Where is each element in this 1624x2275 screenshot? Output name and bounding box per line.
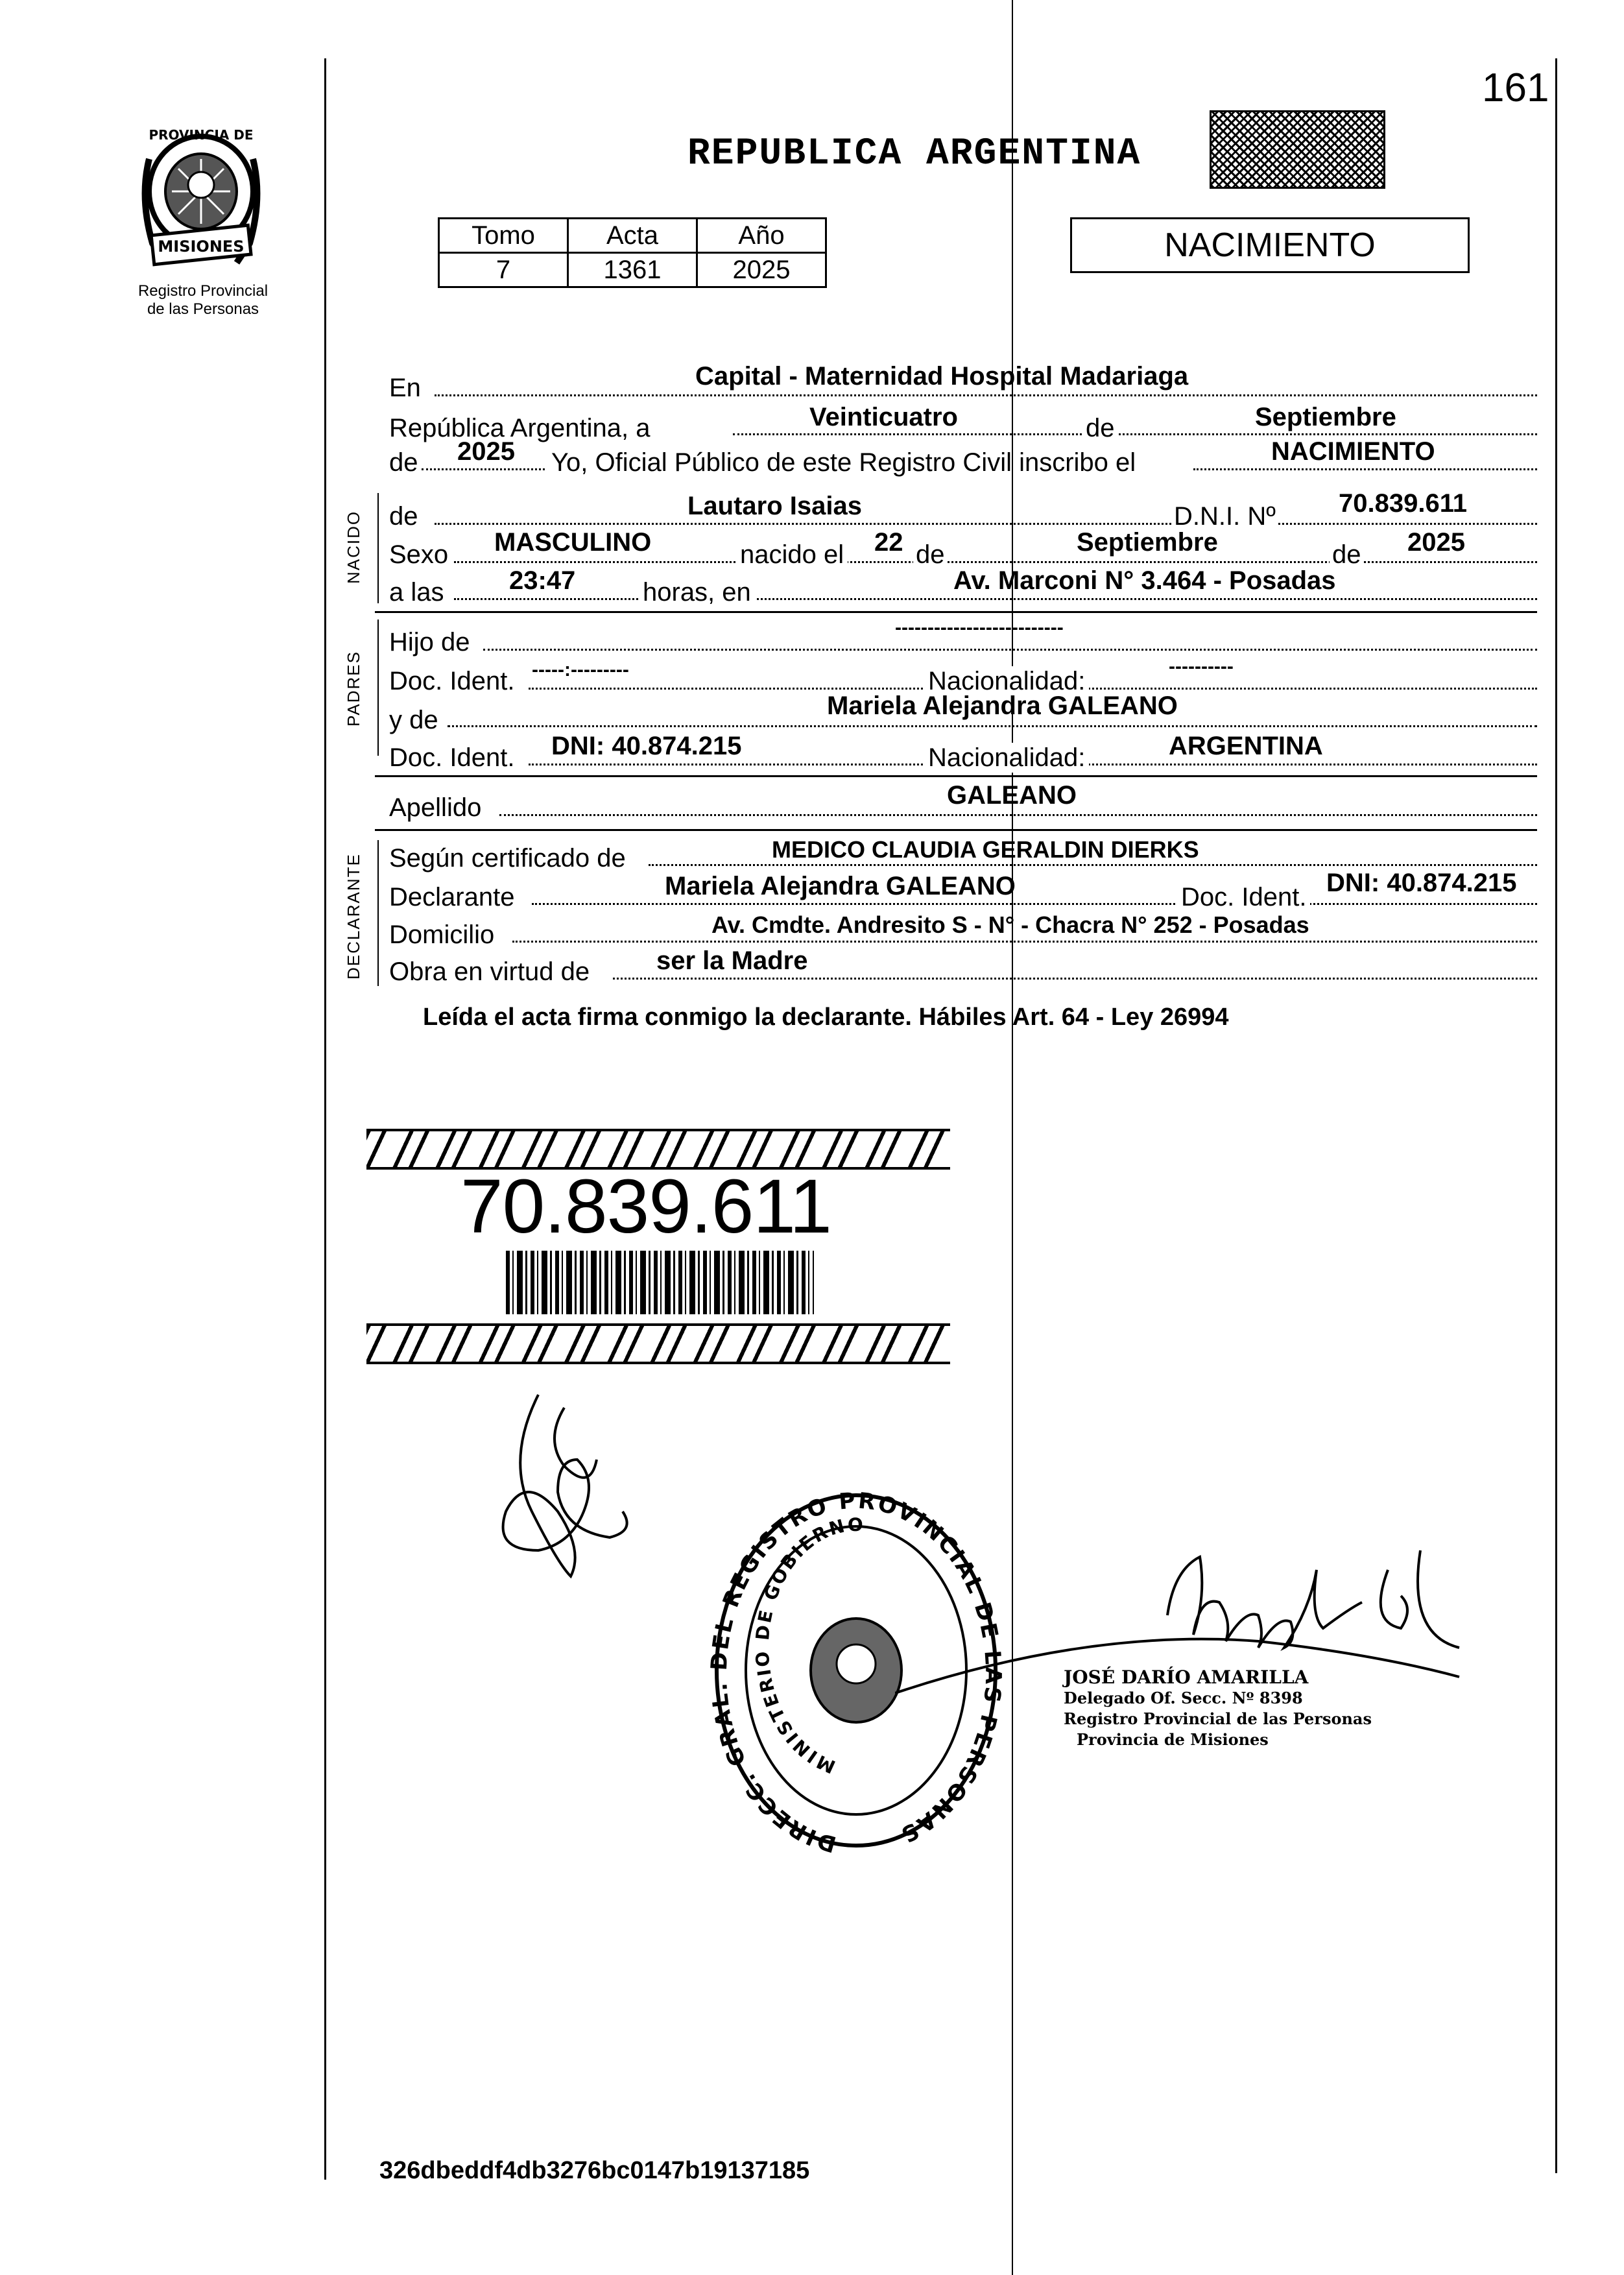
apellido-label: Apellido [389,793,482,822]
section-label-nacido: NACIDO [344,510,363,584]
domicilio-label: Domicilio [389,921,495,949]
republica-label: República Argentina, a [389,414,651,442]
obra-dotline [613,978,1537,980]
barcode-band-bottom [366,1323,950,1364]
record-header-anio: Año [697,219,826,253]
declarante-label: Declarante [389,883,515,911]
father-nationality-value: ---------- [1169,656,1234,677]
y-de-label: y de [389,706,438,734]
apellido-dotline [499,814,1537,816]
year-value: 2025 [457,437,515,466]
sexo-dotline [454,561,1537,563]
official-title3: Provincia de Misiones [1077,1730,1269,1749]
de-label-4: de [913,540,948,570]
surname-value: GALEANO [947,781,1077,810]
de-label-3: de [389,502,418,531]
misiones-coat-of-arms [126,120,276,282]
rule-after-apellido [375,829,1537,831]
right-margin-line [1555,58,1557,2173]
svg-text:PROVINCIA DE: PROVINCIA DE [149,127,254,143]
doc-ident-label-1: Doc. Ident. [389,667,515,695]
rule-after-padres [375,775,1537,777]
page-number: 161 [1482,66,1549,110]
time-dotline [454,598,1537,600]
capacity-value: ser la Madre [656,946,808,975]
child-name-value: Lautaro Isaias [687,492,863,520]
de-label-2: de [389,448,418,477]
certificate-value: MEDICO CLAUDIA GERALDIN DIERKS [772,836,1199,863]
de-label-5: de [1330,540,1364,570]
nacido-bracket [377,493,379,603]
official-block [1064,1667,1372,1750]
nacido-label: nacido el [736,540,848,570]
barcode-number: 70.839.611 [460,1164,831,1249]
official-title2: Registro Provincial de las Personas [1064,1709,1372,1728]
logo-caption-line1: Registro Provincial [137,282,269,300]
inscription-value: NACIMIENTO [1271,437,1435,466]
en-dotline [435,394,1537,396]
svg-text:MINISTERIO DE GOBIERNO: MINISTERIO DE GOBIERNO [751,1513,865,1778]
section-label-declarante: DECLARANTE [344,853,363,980]
de-label-1: de [1083,413,1117,443]
birth-time-value: 23:47 [509,566,576,595]
declarante-dotline [532,903,1537,905]
hijo-label: Hijo de [389,628,470,656]
day-words-value: Veinticuatro [809,403,958,431]
dni-value: 70.839.611 [1339,489,1467,518]
father-name-value: -------------------------- [895,617,1064,638]
record-value-tomo: 7 [439,253,568,287]
record-value-acta: 1361 [568,253,697,287]
hijo-dotline [483,649,1537,651]
padres-bracket [377,620,379,756]
barcode-bars [506,1251,814,1314]
declarant-doc-value: DNI: 40.874.215 [1326,869,1517,897]
inscription-dotline [1193,468,1537,470]
declarant-value: Mariela Alejandra GALEANO [665,872,1016,900]
mother-dotline [448,725,1537,727]
doc-ident-label-3: Doc. Ident. [1177,882,1310,912]
dni-label: D.N.I. Nº [1171,501,1278,531]
svg-text:MISIONES: MISIONES [158,237,245,256]
year-dotline [422,468,545,470]
closing-text: Leída el acta firma conmigo la declarante. Hábiles Art. 64 - Ley 26994 [423,1004,1229,1031]
declarante-bracket [377,840,379,986]
doc-ident-label-2: Doc. Ident. [389,743,515,772]
sexo-label: Sexo [389,540,449,569]
a-las-label: a las [389,578,444,607]
nacionalidad-label-2: Nacionalidad: [924,743,1089,773]
security-hologram [1210,110,1385,189]
document-title: REPUBLICA ARGENTINA [687,133,1141,175]
fold-line [1012,0,1013,2275]
nacionalidad-label-1: Nacionalidad: [924,666,1089,696]
birth-year-value: 2025 [1407,528,1465,557]
record-value-anio: 2025 [697,253,826,287]
document-hash: 326dbeddf4db3276bc0147b19137185 [379,2157,810,2184]
logo-caption [115,282,291,319]
oficial-text: Yo, Oficial Público de este Registro Civil inscribo el [551,448,1136,477]
logo-caption-line2: de las Personas [147,300,259,318]
mother-name-value: Mariela Alejandra GALEANO [827,692,1178,720]
name-dotline [435,523,1537,525]
month-value: Septiembre [1255,403,1396,431]
domicilio-dotline [512,941,1537,943]
birth-day-value: 22 [874,528,903,557]
official-title1: Delegado Of. Secc. Nº 8398 [1064,1689,1303,1707]
record-header-acta: Acta [568,219,697,253]
place-value: Capital - Maternidad Hospital Madariaga [695,362,1189,391]
birth-place-value: Av. Marconi N° 3.464 - Posadas [953,566,1336,595]
obra-label: Obra en virtud de [389,957,590,986]
svg-text:DIRECC. GRAL. DEL REGISTRO PRO: DIRECC. GRAL. DEL REGISTRO PROVINCIAL DE LAS PERSONAS [707,1487,1005,1855]
republica-dotline [733,433,1537,435]
section-label-padres: PADRES [344,651,363,727]
sex-value: MASCULINO [494,528,652,557]
horas-label: horas, en [639,577,755,607]
official-name: JOSÉ DARÍO AMARILLA [1064,1667,1309,1688]
certificado-label: Según certificado de [389,844,626,873]
record-type-box: NACIMIENTO [1070,217,1470,273]
address-value: Av. Cmdte. Andresito S - N° - Chacra N° 252 - Posadas [711,911,1309,938]
father-doc-value: -----:--------- [532,659,629,680]
record-table [438,217,827,288]
mother-doc-value: DNI: 40.874.215 [551,732,742,760]
birth-month-value: Septiembre [1077,528,1218,557]
en-label: En [389,374,421,402]
record-header-tomo: Tomo [439,219,568,253]
left-margin-line [324,58,326,2180]
declarant-signature [467,1382,662,1596]
mother-nationality-value: ARGENTINA [1169,732,1323,760]
